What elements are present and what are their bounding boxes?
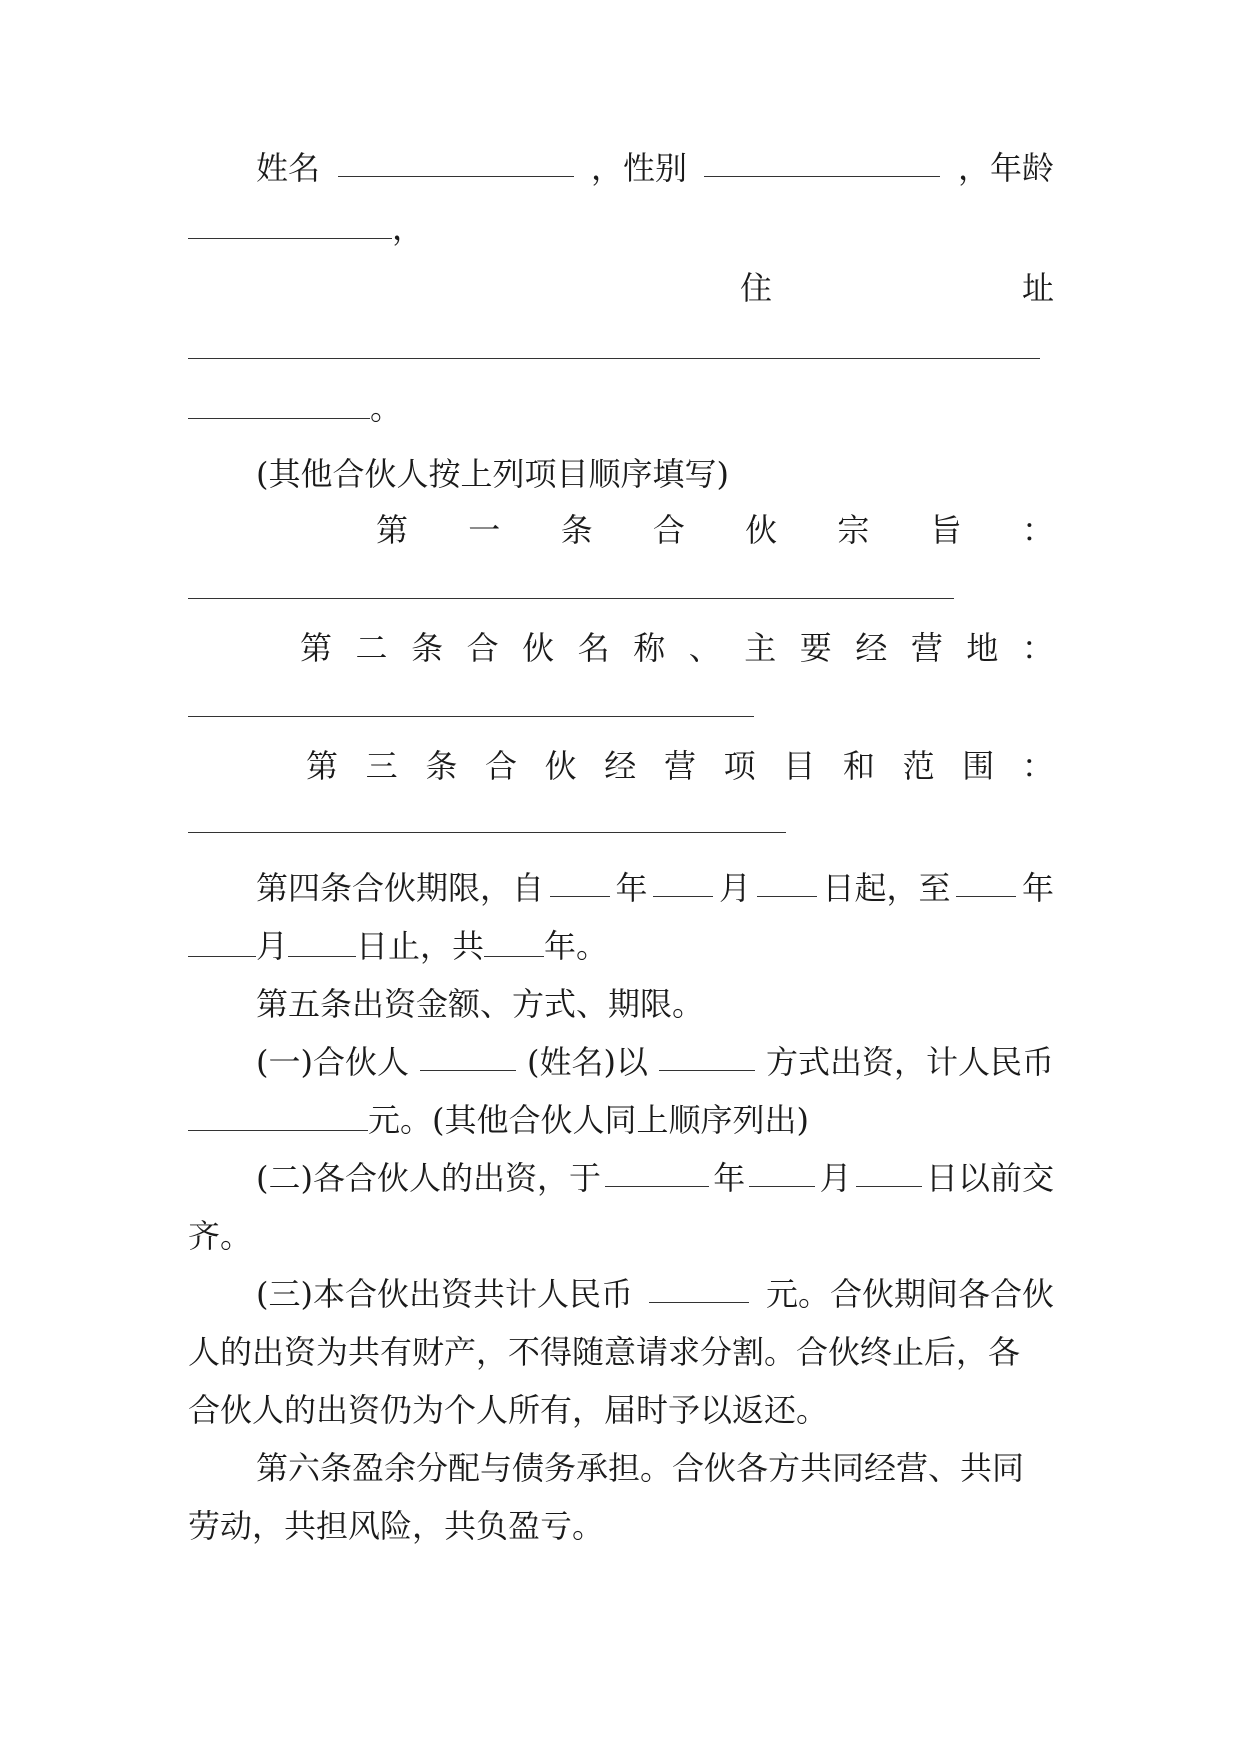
article-1-title bbox=[376, 508, 1054, 552]
article-4-text-3: 月 bbox=[718, 869, 751, 907]
art1-title-char: ： bbox=[1021, 511, 1054, 549]
other-partners-note: (其他合伙人按上列项目顺序填写) bbox=[256, 455, 729, 493]
address-period: 。 bbox=[370, 389, 403, 427]
article-3-field[interactable] bbox=[188, 802, 786, 833]
article-4-text-1: 第四条合伙期限，自 bbox=[256, 869, 545, 907]
art3-title-char: 项 bbox=[723, 747, 756, 785]
art3-title-char: 目 bbox=[783, 747, 816, 785]
start-month-field[interactable] bbox=[653, 866, 713, 897]
article-3-blank-line bbox=[188, 800, 1054, 844]
article-2-field[interactable] bbox=[188, 686, 754, 717]
item-3-text-b: 元。合伙期间各合伙 bbox=[765, 1275, 1054, 1313]
address-field[interactable] bbox=[188, 328, 1040, 359]
article-5-item-2-line-1 bbox=[256, 1156, 1054, 1200]
art2-title-char: 要 bbox=[799, 629, 832, 667]
end-day-field[interactable] bbox=[288, 926, 356, 957]
article-1-field[interactable] bbox=[188, 568, 954, 599]
art2-title-char: 地 bbox=[966, 629, 999, 667]
start-day-field[interactable] bbox=[757, 866, 817, 897]
address-field-continued[interactable] bbox=[188, 388, 370, 419]
name-label: 姓名 bbox=[256, 149, 321, 187]
item-1-text-d: 元。(其他合伙人同上顺序列出) bbox=[368, 1101, 809, 1139]
address-label-char-2: 址 bbox=[1021, 269, 1054, 307]
art2-title-char: ： bbox=[1021, 629, 1054, 667]
age-line bbox=[188, 206, 1054, 250]
item-2-text-a: (二)各合伙人的出资，于 bbox=[256, 1159, 601, 1197]
article-5-item-3-line-1 bbox=[256, 1272, 1054, 1316]
age-label: ，年龄 bbox=[957, 149, 1054, 187]
deadline-year-field[interactable] bbox=[605, 1156, 709, 1187]
art2-title-char: 条 bbox=[411, 629, 444, 667]
art2-title-char: 经 bbox=[855, 629, 888, 667]
age-comma: ， bbox=[392, 209, 425, 247]
art1-title-char: 宗 bbox=[837, 511, 870, 549]
art1-title-char: 伙 bbox=[745, 511, 778, 549]
personal-info-line bbox=[256, 146, 1054, 190]
article-4-text-5: 年 bbox=[1021, 869, 1054, 907]
item-2-text-d: 日以前交 bbox=[925, 1159, 1054, 1197]
art3-title-char: ： bbox=[1021, 747, 1054, 785]
art3-title-char: 条 bbox=[425, 747, 458, 785]
contribution-amount-field[interactable] bbox=[188, 1100, 368, 1131]
art1-title-char: 条 bbox=[560, 511, 593, 549]
article-4-text-2: 年 bbox=[615, 869, 648, 907]
item-2-text-b: 年 bbox=[713, 1159, 746, 1197]
article-5-item-2-line-2: 齐。 bbox=[188, 1217, 253, 1255]
partner-name-field[interactable] bbox=[420, 1040, 516, 1071]
art2-title-char: 伙 bbox=[522, 629, 555, 667]
total-contribution-field[interactable] bbox=[649, 1272, 749, 1303]
article-5-item-3-line-3: 合伙人的出资仍为个人所有，届时予以返还。 bbox=[188, 1391, 829, 1429]
item-3-text-a: (三)本合伙出资共计人民币 bbox=[256, 1275, 633, 1313]
art3-title-char: 合 bbox=[484, 747, 517, 785]
deadline-month-field[interactable] bbox=[749, 1156, 815, 1187]
article-4-text-7: 日止，共 bbox=[356, 927, 485, 965]
art3-title-char: 和 bbox=[842, 747, 875, 785]
article-2-blank-line bbox=[188, 684, 1054, 728]
art2-title-char: 名 bbox=[577, 629, 610, 667]
art2-title-char: 主 bbox=[744, 629, 777, 667]
art3-title-char: 围 bbox=[962, 747, 995, 785]
art2-title-char: 合 bbox=[466, 629, 499, 667]
address-label-line bbox=[740, 266, 1054, 310]
art2-title-char: 称 bbox=[633, 629, 666, 667]
art2-title-char: 第 bbox=[300, 629, 333, 667]
article-6-line-1: 第六条盈余分配与债务承担。合伙各方共同经营、共同 bbox=[256, 1449, 1025, 1487]
article-4-line-2 bbox=[188, 924, 1054, 968]
age-field[interactable] bbox=[188, 208, 392, 239]
gender-field[interactable] bbox=[704, 146, 940, 177]
art1-title-char: 旨 bbox=[929, 511, 962, 549]
art3-title-char: 第 bbox=[306, 747, 339, 785]
deadline-day-field[interactable] bbox=[856, 1156, 922, 1187]
article-4-line-1 bbox=[256, 866, 1054, 910]
article-2-title bbox=[300, 626, 1054, 670]
address-line-2 bbox=[188, 386, 1054, 430]
article-3-title bbox=[306, 744, 1054, 788]
name-field[interactable] bbox=[338, 146, 574, 177]
contribution-method-field[interactable] bbox=[659, 1040, 755, 1071]
art3-title-char: 营 bbox=[663, 747, 696, 785]
art3-title-char: 伙 bbox=[544, 747, 577, 785]
article-4-text-4: 日起，至 bbox=[822, 869, 951, 907]
art3-title-char: 三 bbox=[365, 747, 398, 785]
address-label-char-1: 住 bbox=[740, 269, 773, 307]
art3-title-char: 范 bbox=[902, 747, 935, 785]
article-5-item-1-line-2 bbox=[188, 1098, 1054, 1142]
end-year-field[interactable] bbox=[956, 866, 1016, 897]
art1-title-char: 第 bbox=[376, 511, 409, 549]
article-4-text-6: 月 bbox=[256, 927, 289, 965]
item-1-text-c: 方式出资，计人民币 bbox=[765, 1043, 1054, 1081]
art1-title-char: 一 bbox=[468, 511, 501, 549]
art2-title-char: 二 bbox=[355, 629, 388, 667]
art1-title-char: 合 bbox=[652, 511, 685, 549]
art3-title-char: 经 bbox=[604, 747, 637, 785]
article-5-item-1-line-1 bbox=[256, 1040, 1054, 1084]
start-year-field[interactable] bbox=[550, 866, 610, 897]
article-5-item-3-line-2: 人的出资为共有财产，不得随意请求分割。合伙终止后，各 bbox=[188, 1333, 1021, 1371]
gender-label: ，性别 bbox=[590, 149, 687, 187]
total-years-field[interactable] bbox=[484, 926, 544, 957]
item-1-text-b: (姓名)以 bbox=[526, 1043, 648, 1081]
item-2-text-c: 月 bbox=[819, 1159, 852, 1197]
article-4-text-8: 年。 bbox=[544, 927, 609, 965]
article-5-title: 第五条出资金额、方式、期限。 bbox=[256, 985, 705, 1023]
address-line-1 bbox=[188, 326, 1054, 370]
end-month-field[interactable] bbox=[188, 926, 256, 957]
item-1-text-a: (一)合伙人 bbox=[256, 1043, 409, 1081]
article-6-line-2: 劳动，共担风险，共负盈亏。 bbox=[188, 1507, 605, 1545]
art2-title-char: 营 bbox=[910, 629, 943, 667]
art2-title-char: 、 bbox=[688, 629, 721, 667]
article-1-blank-line bbox=[188, 566, 1054, 610]
